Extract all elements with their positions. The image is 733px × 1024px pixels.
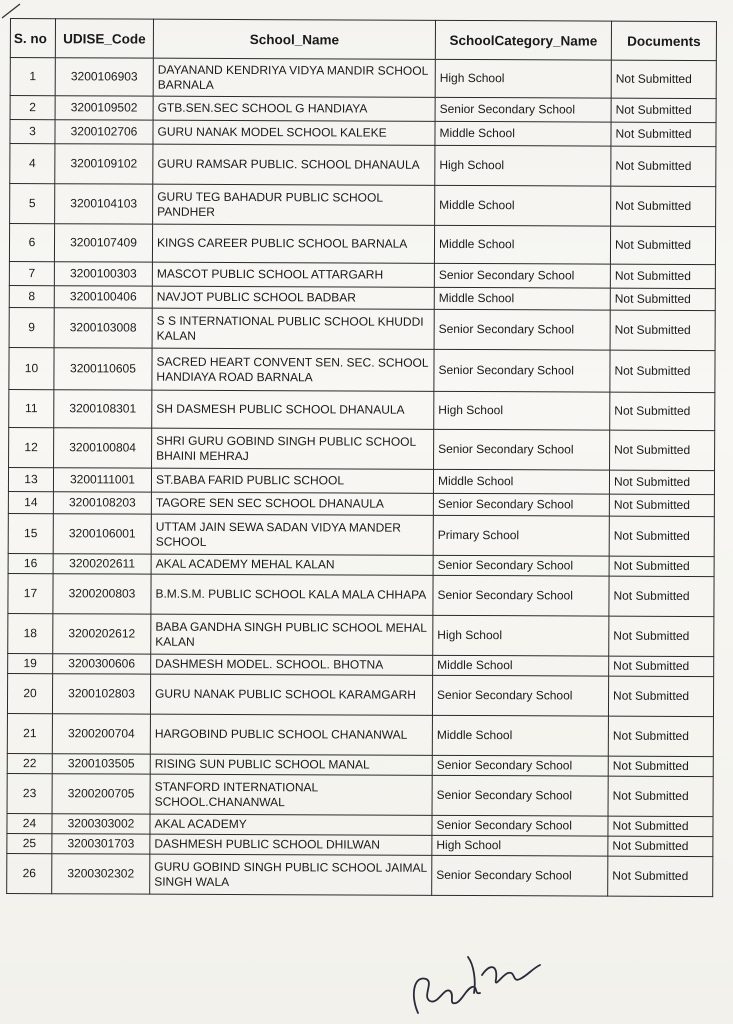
row-school-category: Senior Secondary School bbox=[434, 309, 610, 350]
row-sno: 24 bbox=[7, 813, 52, 833]
row-school-category: Middle School bbox=[434, 287, 610, 310]
row-sno: 22 bbox=[7, 753, 52, 773]
row-sno: 9 bbox=[9, 307, 54, 347]
row-school-name: SHRI GURU GOBIND SINGH PUBLIC SCHOOL BHAINI MEHRAJ bbox=[152, 428, 434, 469]
row-school-name: AKAL ACADEMY bbox=[150, 814, 432, 835]
row-documents-status: Not Submitted bbox=[609, 470, 714, 494]
row-school-name: RISING SUN PUBLIC SCHOOL MANAL bbox=[150, 754, 432, 775]
row-documents-status: Not Submitted bbox=[608, 676, 713, 716]
row-school-category: Senior Secondary School bbox=[434, 429, 610, 470]
row-documents-status: Not Submitted bbox=[611, 60, 716, 98]
row-documents-status: Not Submitted bbox=[609, 576, 714, 616]
row-documents-status: Not Submitted bbox=[611, 98, 716, 122]
row-school-name: TAGORE SEN SEC SCHOOL DHANAULA bbox=[151, 492, 433, 515]
row-documents-status: Not Submitted bbox=[609, 516, 714, 556]
row-school-category: Middle School bbox=[435, 121, 611, 146]
row-school-category: Middle School bbox=[434, 225, 610, 264]
table-header-row bbox=[10, 19, 716, 61]
table-row bbox=[9, 307, 715, 350]
row-sno: 5 bbox=[10, 184, 55, 224]
row-sno: 1 bbox=[10, 58, 55, 96]
row-udise-code: 3200202611 bbox=[53, 554, 151, 574]
row-documents-status: Not Submitted bbox=[609, 494, 714, 516]
row-school-category: Senior Secondary School bbox=[432, 675, 608, 716]
row-udise-code: 3200103008 bbox=[54, 308, 152, 348]
row-school-name: GTB.SEN.SEC SCHOOL G HANDIAYA bbox=[153, 96, 435, 121]
row-school-name: HARGOBIND PUBLIC SCHOOL CHANANWAL bbox=[150, 714, 432, 755]
row-school-category: High School bbox=[435, 145, 611, 186]
row-school-name: GURU GOBIND SINGH PUBLIC SCHOOL JAIMAL SINGH WALA bbox=[150, 854, 432, 895]
row-school-name: SACRED HEART CONVENT SEN. SEC. SCHOOL HANDIAYA ROAD BARNALA bbox=[152, 348, 434, 391]
row-school-name: MASCOT PUBLIC SCHOOL ATTARGARH bbox=[152, 262, 434, 287]
row-udise-code: 3200111001 bbox=[53, 468, 151, 492]
row-school-category: High School bbox=[435, 59, 611, 98]
table-row bbox=[7, 673, 713, 716]
row-school-category: Senior Secondary School bbox=[432, 775, 608, 816]
row-udise-code: 3200200704 bbox=[52, 714, 150, 754]
row-documents-status: Not Submitted bbox=[608, 836, 713, 856]
header-school-category: SchoolCategory_Name bbox=[435, 20, 611, 60]
row-school-category: Middle School bbox=[433, 469, 609, 494]
row-documents-status: Not Submitted bbox=[608, 716, 713, 756]
row-udise-code: 3200301703 bbox=[52, 834, 150, 854]
table-row bbox=[8, 467, 714, 494]
row-udise-code: 3200107409 bbox=[54, 224, 152, 262]
row-udise-code: 3200110605 bbox=[54, 348, 152, 390]
row-school-name: DASHMESH MODEL. SCHOOL. BHOTNA bbox=[151, 654, 433, 675]
row-school-category: Middle School bbox=[433, 655, 609, 676]
row-udise-code: 3200103505 bbox=[52, 754, 150, 774]
row-udise-code: 3200109502 bbox=[55, 96, 153, 120]
row-school-name: DAYANAND KENDRIYA VIDYA MANDIR SCHOOL BARNALA bbox=[153, 58, 435, 97]
row-udise-code: 3200102706 bbox=[55, 120, 153, 144]
row-documents-status: Not Submitted bbox=[611, 186, 716, 226]
table-row bbox=[8, 513, 714, 556]
row-school-category: High School bbox=[433, 615, 609, 656]
row-sno: 10 bbox=[9, 347, 54, 389]
row-udise-code: 3200302302 bbox=[52, 854, 150, 894]
header-documents: Documents bbox=[611, 21, 716, 60]
table-row bbox=[9, 224, 715, 265]
table-row bbox=[10, 96, 716, 123]
row-udise-code: 3200106903 bbox=[55, 58, 153, 96]
row-documents-status: Not Submitted bbox=[608, 856, 713, 896]
row-school-name: STANFORD INTERNATIONAL SCHOOL.CHANANWAL bbox=[150, 774, 432, 815]
row-sno: 23 bbox=[7, 773, 52, 813]
row-documents-status: Not Submitted bbox=[610, 350, 715, 392]
table-row bbox=[10, 184, 716, 227]
row-sno: 3 bbox=[10, 120, 55, 144]
table-row bbox=[9, 389, 715, 430]
row-school-name: B.M.S.M. PUBLIC SCHOOL KALA MALA CHHAPA bbox=[151, 574, 433, 615]
row-udise-code: 3200109102 bbox=[55, 144, 153, 184]
row-sno: 17 bbox=[8, 573, 53, 613]
row-documents-status: Not Submitted bbox=[609, 616, 714, 656]
table-row bbox=[8, 573, 714, 616]
row-documents-status: Not Submitted bbox=[608, 816, 713, 836]
row-school-name: GURU TEG BAHADUR PUBLIC SCHOOL PANDHER bbox=[153, 184, 435, 225]
row-udise-code: 3200108203 bbox=[53, 492, 151, 514]
row-udise-code: 3200200803 bbox=[53, 574, 151, 614]
row-sno: 14 bbox=[8, 491, 53, 513]
header-school-name: School_Name bbox=[153, 19, 435, 59]
row-sno: 7 bbox=[9, 261, 54, 285]
row-udise-code: 3200100406 bbox=[54, 286, 152, 308]
row-school-name: AKAL ACADEMY MEHAL KALAN bbox=[151, 554, 433, 575]
table-row bbox=[9, 261, 715, 288]
row-documents-status: Not Submitted bbox=[610, 288, 715, 310]
row-udise-code: 3200300606 bbox=[53, 654, 151, 674]
row-sno: 18 bbox=[8, 613, 53, 653]
row-documents-status: Not Submitted bbox=[610, 226, 715, 264]
row-school-name: GURU RAMSAR PUBLIC. SCHOOL DHANAULA bbox=[153, 144, 435, 185]
row-udise-code: 3200202612 bbox=[53, 614, 151, 654]
row-school-name: GURU NANAK MODEL SCHOOL KALEKE bbox=[153, 120, 435, 145]
row-udise-code: 3200108301 bbox=[54, 390, 152, 428]
row-school-category: Middle School bbox=[435, 185, 611, 226]
table-row bbox=[9, 427, 715, 470]
row-udise-code: 3200200705 bbox=[52, 774, 150, 814]
row-sno: 19 bbox=[8, 653, 53, 673]
row-sno: 13 bbox=[8, 467, 53, 491]
schools-table bbox=[6, 18, 717, 897]
row-sno: 11 bbox=[9, 389, 54, 427]
row-sno: 16 bbox=[8, 553, 53, 573]
row-school-category: Primary School bbox=[433, 515, 609, 556]
header-sno: S. no bbox=[10, 19, 55, 58]
row-documents-status: Not Submitted bbox=[608, 776, 713, 816]
row-udise-code: 3200100303 bbox=[54, 262, 152, 286]
signature bbox=[400, 935, 560, 1020]
row-sno: 15 bbox=[8, 513, 53, 553]
table-row bbox=[7, 773, 713, 816]
row-sno: 25 bbox=[7, 833, 52, 853]
row-school-name: GURU NANAK PUBLIC SCHOOL KARAMGARH bbox=[150, 674, 432, 715]
row-school-name: ST.BABA FARID PUBLIC SCHOOL bbox=[151, 468, 433, 493]
row-school-category: Senior Secondary School bbox=[433, 575, 609, 616]
header-udise-code: UDISE_Code bbox=[55, 19, 153, 58]
row-sno: 2 bbox=[10, 96, 55, 120]
table-row bbox=[9, 285, 715, 310]
row-documents-status: Not Submitted bbox=[610, 392, 715, 430]
row-udise-code: 3200104103 bbox=[55, 184, 153, 224]
row-udise-code: 3200100804 bbox=[54, 428, 152, 468]
row-school-category: High School bbox=[434, 391, 610, 430]
row-sno: 26 bbox=[7, 853, 52, 893]
row-udise-code: 3200303002 bbox=[52, 814, 150, 834]
row-documents-status: Not Submitted bbox=[608, 756, 713, 776]
row-udise-code: 3200106001 bbox=[53, 514, 151, 554]
row-documents-status: Not Submitted bbox=[610, 430, 715, 470]
row-documents-status: Not Submitted bbox=[609, 556, 714, 576]
pen-mark bbox=[0, 0, 30, 20]
row-school-name: NAVJOT PUBLIC SCHOOL BADBAR bbox=[152, 286, 434, 309]
row-school-category: Senior Secondary School bbox=[432, 855, 608, 896]
row-school-category: Senior Secondary School bbox=[433, 493, 609, 516]
row-sno: 4 bbox=[10, 144, 55, 184]
table-row bbox=[9, 347, 715, 392]
table-row bbox=[7, 713, 713, 756]
row-sno: 12 bbox=[9, 427, 54, 467]
row-udise-code: 3200102803 bbox=[52, 674, 150, 714]
row-school-category: Senior Secondary School bbox=[434, 263, 610, 288]
row-sno: 20 bbox=[7, 673, 52, 713]
table-row bbox=[8, 491, 714, 516]
row-documents-status: Not Submitted bbox=[611, 122, 716, 146]
row-documents-status: Not Submitted bbox=[610, 310, 715, 350]
row-school-name: SH DASMESH PUBLIC SCHOOL DHANAULA bbox=[152, 390, 434, 429]
row-school-category: Senior Secondary School bbox=[435, 97, 611, 122]
row-school-category: High School bbox=[432, 835, 608, 856]
row-school-name: BABA GANDHA SINGH PUBLIC SCHOOL MEHAL KALAN bbox=[151, 614, 433, 655]
table-row bbox=[10, 58, 716, 99]
row-school-category: Senior Secondary School bbox=[434, 349, 610, 392]
row-school-category: Middle School bbox=[432, 715, 608, 756]
row-school-category: Senior Secondary School bbox=[432, 815, 608, 836]
row-school-category: Senior Secondary School bbox=[432, 755, 608, 776]
row-school-name: S S INTERNATIONAL PUBLIC SCHOOL KHUDDI KALAN bbox=[152, 308, 434, 349]
row-documents-status: Not Submitted bbox=[610, 264, 715, 288]
table-row bbox=[10, 144, 716, 187]
table-body bbox=[7, 58, 717, 897]
row-sno: 21 bbox=[7, 713, 52, 753]
table-row bbox=[8, 613, 714, 656]
table-row bbox=[10, 120, 716, 147]
row-documents-status: Not Submitted bbox=[611, 146, 716, 186]
table-row bbox=[7, 853, 713, 896]
row-school-category: Senior Secondary School bbox=[433, 555, 609, 576]
row-school-name: UTTAM JAIN SEWA SADAN VIDYA MANDER SCHOOL bbox=[151, 514, 433, 555]
row-sno: 6 bbox=[9, 224, 54, 262]
row-school-name: DASHMESH PUBLIC SCHOOL DHILWAN bbox=[150, 834, 432, 855]
row-documents-status: Not Submitted bbox=[609, 656, 714, 676]
row-school-name: KINGS CAREER PUBLIC SCHOOL BARNALA bbox=[152, 224, 434, 263]
row-sno: 8 bbox=[9, 285, 54, 307]
